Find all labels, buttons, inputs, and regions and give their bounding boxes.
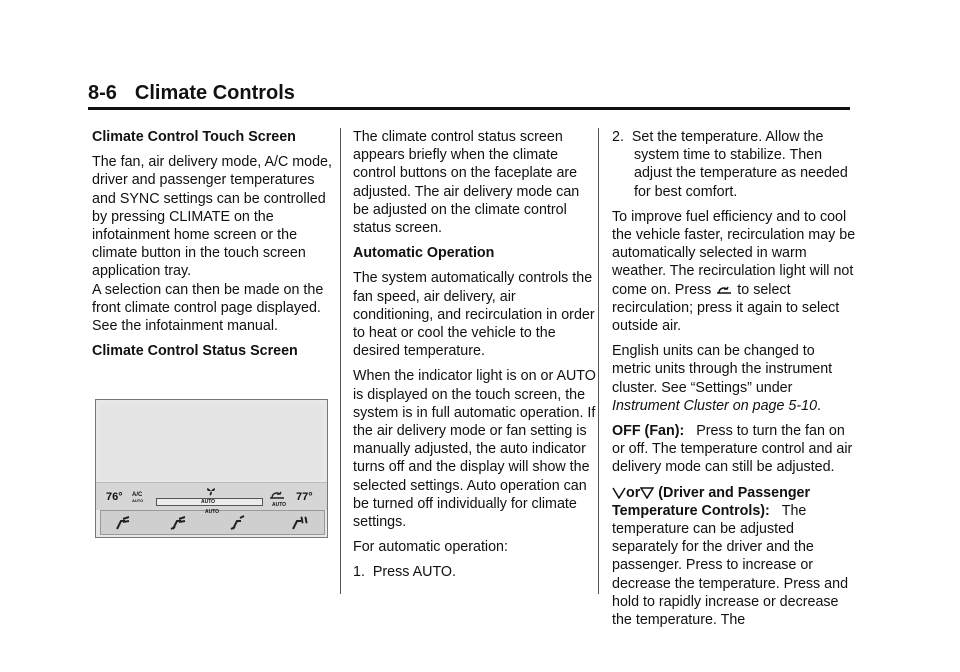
column-divider bbox=[340, 128, 341, 594]
recirculation-text-b: to select recirculation; press it again to select outside air. bbox=[612, 281, 840, 335]
recirculation-icon bbox=[268, 490, 286, 500]
temperature-controls-text bbox=[612, 484, 857, 630]
air-delivery-bar bbox=[100, 510, 325, 535]
section-title: Climate Controls bbox=[134, 82, 295, 104]
vent-mode-icon bbox=[113, 515, 133, 531]
status-screen-text: The climate control status screen appears briefly when the climate control buttons on the faceplate are adjusted. The air delivery mode can be adjusted on the climate control status screen. bbox=[353, 129, 580, 237]
status-screen-heading: Climate Control Status Screen bbox=[92, 343, 298, 360]
column-1 bbox=[92, 128, 332, 367]
automatic-operation-heading: Automatic Operation bbox=[353, 245, 495, 262]
automatic-operation-text: The system automatically controls the fan speed, air delivery, air conditioning, and recirculation in order to heat or cool the vehicle to the desired temperature. bbox=[353, 270, 595, 360]
or-label: or bbox=[626, 484, 641, 501]
indicator-text: When the indicator light is on or AUTO is displayed on the touch screen, the system is in full automatic operation. If the air delivery mode or fan setting is manually adjusted, the auto indicator turns off and the display will show the selected settings. Auto operation can be turned off individually for climate settings. bbox=[353, 368, 596, 531]
units-text-a: English units can be changed to metric units through the instrument cluster. See “Settings” under bbox=[612, 343, 833, 396]
screen-display-area bbox=[100, 404, 323, 480]
floor-mode-icon bbox=[229, 515, 249, 531]
temperature-controls-description: The temperature can be adjusted separately for the driver and the passenger. Press to increase or decrease the temperature. Press and hold to rapidly increase or decrease the temperature. The bbox=[612, 502, 849, 629]
header-rule bbox=[88, 107, 850, 110]
ac-indicator bbox=[132, 492, 143, 504]
bottom-auto-label: AUTO bbox=[205, 509, 220, 515]
ac-auto-label: AUTO bbox=[132, 498, 144, 503]
units-text bbox=[612, 342, 857, 415]
off-fan-text bbox=[612, 422, 857, 477]
driver-temp: 76° bbox=[106, 491, 123, 503]
defrost-floor-mode-icon bbox=[289, 515, 309, 531]
touch-screen-text-2: A selection can then be made on the front climate control page displayed. See the infotainment manual. bbox=[92, 281, 324, 335]
page-header bbox=[88, 82, 295, 105]
bilevel-mode-icon bbox=[169, 515, 189, 531]
column-3 bbox=[612, 128, 857, 636]
column-2 bbox=[353, 128, 596, 589]
recirculation-text-a: To improve fuel efficiency and to cool the vehicle faster, recirculation may be automatically selected in warm weather. The recirculation light will not come on. Press bbox=[612, 208, 856, 298]
recirc-auto-label: AUTO bbox=[272, 502, 287, 508]
temp-up-icon bbox=[612, 487, 626, 499]
recirculation-text bbox=[612, 208, 857, 335]
passenger-temp: 77° bbox=[296, 491, 313, 503]
column-divider bbox=[598, 128, 599, 594]
step-2: 2. Set the temperature. Allow the system time to stabilize. Then adjust the temperature as needed for best comfort. bbox=[612, 129, 848, 200]
fan-auto-label: AUTO bbox=[201, 499, 216, 505]
temperature-controls-label: (Driver and Passenger Temperature Controls): bbox=[612, 484, 811, 519]
for-automatic-text: For automatic operation: bbox=[353, 539, 508, 556]
touch-screen-heading: Climate Control Touch Screen bbox=[92, 129, 296, 145]
off-fan-description: Press to turn the fan on or off. The temperature control and air delivery mode can still be adjusted. bbox=[612, 423, 853, 476]
touch-screen-text: The fan, air delivery mode, A/C mode, driver and passenger temperatures and SYNC settings can be controlled by pressing CLIMATE on the infotainment home screen or the climate button in the touch screen application tray. bbox=[92, 154, 332, 280]
off-fan-label: OFF (Fan): bbox=[612, 423, 685, 440]
units-text-c: . bbox=[817, 397, 822, 414]
climate-status-screen-illustration bbox=[95, 399, 328, 538]
fan-icon bbox=[204, 485, 218, 497]
recirculation-icon bbox=[715, 285, 733, 295]
page-number: 8-6 bbox=[88, 82, 117, 104]
ac-label: A/C bbox=[132, 492, 143, 498]
instrument-cluster-reference: Instrument Cluster on page 5-10 bbox=[612, 397, 818, 414]
step-1: 1. Press AUTO. bbox=[353, 564, 457, 581]
temp-down-icon bbox=[640, 487, 654, 499]
